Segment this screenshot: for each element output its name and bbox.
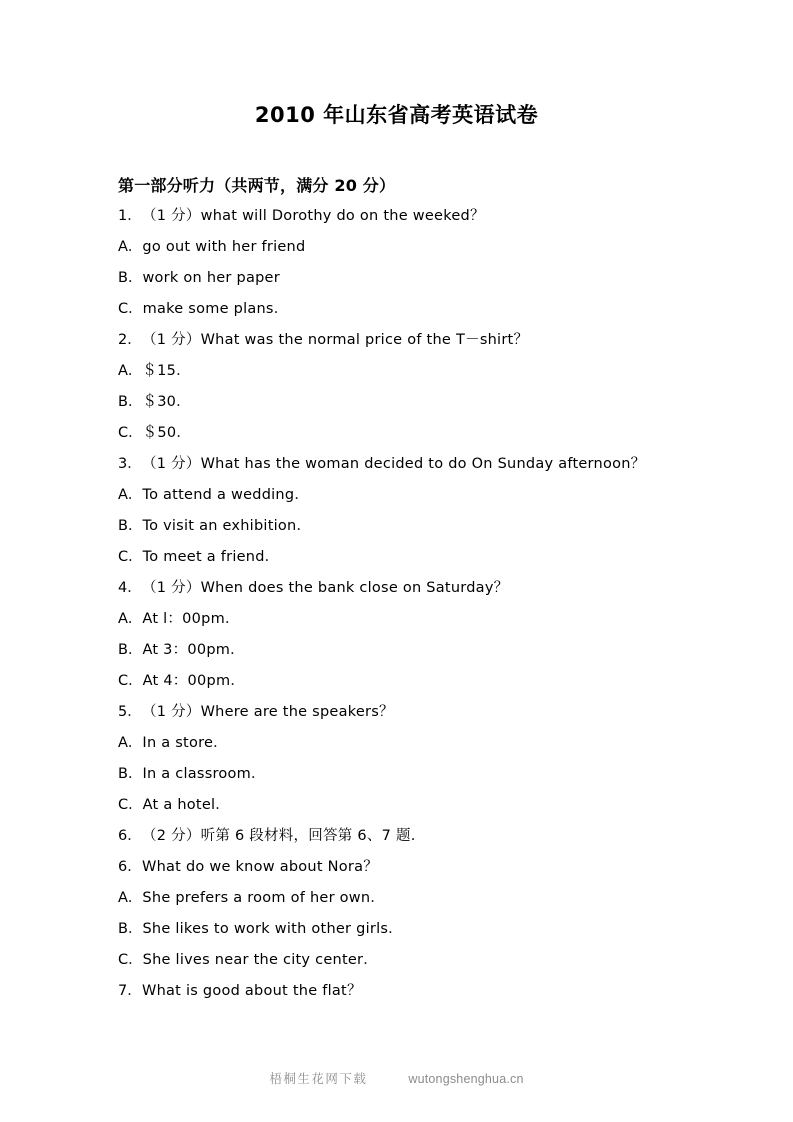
item-label: 6． <box>118 828 142 844</box>
item-text: （1 分）What was the normal price of the T－shirt？ <box>142 332 529 348</box>
question-line <box>118 542 718 573</box>
item-text: She likes to work with other girls． <box>142 921 403 937</box>
item-label: 1． <box>118 208 142 224</box>
question-line <box>118 511 718 542</box>
item-label: 7． <box>118 983 142 999</box>
item-label: A． <box>118 890 143 906</box>
question-line <box>118 263 718 294</box>
item-label: C． <box>118 549 143 565</box>
item-text: （2 分）听第 6 段材料，回答第 6、7 题. <box>142 828 416 844</box>
item-label: B． <box>118 642 143 658</box>
question-line <box>118 697 718 728</box>
question-line <box>118 573 718 604</box>
question-line <box>118 325 718 356</box>
item-label: A． <box>118 487 143 503</box>
item-text: （1 分）what will Dorothy do on the weeked？ <box>142 208 485 224</box>
question-line <box>118 945 718 976</box>
item-text: What do we know about Nora？ <box>142 859 378 875</box>
item-text: At a hotel． <box>142 797 231 813</box>
exam-content <box>118 170 718 1007</box>
item-label: B． <box>118 518 143 534</box>
item-text: She prefers a room of her own． <box>142 890 386 906</box>
question-line <box>118 604 718 635</box>
section-heading: 第一部分听力（共两节，满分 20 分） <box>118 176 396 195</box>
question-line <box>118 790 718 821</box>
item-text: work on her paper <box>142 270 280 286</box>
footer-site-name: 梧桐生花网下载 <box>269 1071 368 1086</box>
item-label: 3． <box>118 456 142 472</box>
question-line <box>118 666 718 697</box>
item-label: C． <box>118 673 143 689</box>
item-label: C． <box>118 952 143 968</box>
footer-watermark <box>0 1070 793 1088</box>
item-label: A． <box>118 735 143 751</box>
footer-site-url: wutongshenghua.cn <box>408 1072 524 1086</box>
item-label: A． <box>118 363 143 379</box>
item-text: In a store． <box>142 735 228 751</box>
question-line <box>118 759 718 790</box>
item-text: In a classroom． <box>142 766 266 782</box>
question-line <box>118 480 718 511</box>
question-line <box>118 821 718 852</box>
item-label: 2． <box>118 332 142 348</box>
item-label: 6． <box>118 859 142 875</box>
item-text: （1 分）What has the woman decided to do On Sunday afternoon？ <box>142 456 646 472</box>
item-label: B． <box>118 766 143 782</box>
question-list <box>118 201 718 1007</box>
item-label: A． <box>118 239 143 255</box>
item-text: ＄30． <box>142 394 191 410</box>
item-text: ＄15． <box>142 363 191 379</box>
item-text: To visit an exhibition． <box>142 518 312 534</box>
item-label: 4． <box>118 580 142 596</box>
item-text: At l：00pm． <box>142 611 240 627</box>
item-text: （1 分）When does the bank close on Saturday？ <box>142 580 509 596</box>
item-label: C． <box>118 425 143 441</box>
item-text: （1 分）Where are the speakers？ <box>142 704 394 720</box>
item-text: go out with her friend <box>142 239 306 255</box>
question-line <box>118 201 718 232</box>
question-line <box>118 914 718 945</box>
question-line <box>118 883 718 914</box>
item-label: 5． <box>118 704 142 720</box>
question-line <box>118 356 718 387</box>
question-line <box>118 418 718 449</box>
item-label: A． <box>118 611 143 627</box>
item-text: make some plans． <box>142 301 289 317</box>
question-line <box>118 635 718 666</box>
item-text: ＄50． <box>142 425 192 441</box>
question-line <box>118 728 718 759</box>
item-text: To meet a friend． <box>142 549 280 565</box>
item-label: C． <box>118 797 143 813</box>
item-label: C． <box>118 301 143 317</box>
item-label: B． <box>118 921 143 937</box>
item-text: She lives near the city center． <box>142 952 379 968</box>
question-line <box>118 232 718 263</box>
question-line <box>118 852 718 883</box>
page-title: 2010 年山东省高考英语试卷 <box>254 103 539 127</box>
question-line <box>118 294 718 325</box>
question-line <box>118 387 718 418</box>
item-text: At 3：00pm． <box>142 642 245 658</box>
question-line <box>118 976 718 1007</box>
question-line <box>118 449 718 480</box>
item-text: At 4：00pm． <box>142 673 246 689</box>
item-text: What is good about the flat？ <box>142 983 362 999</box>
item-label: B． <box>118 394 143 410</box>
item-label: B． <box>118 270 143 286</box>
item-text: To attend a wedding． <box>142 487 310 503</box>
